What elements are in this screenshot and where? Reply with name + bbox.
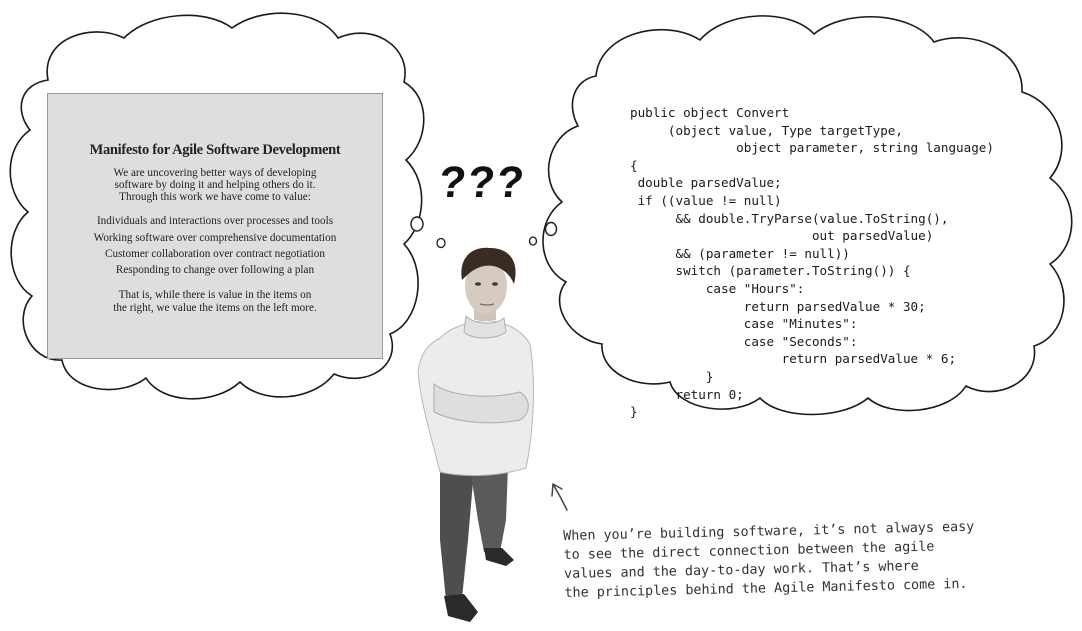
person-left-shoe (444, 594, 478, 622)
code-line: } (630, 368, 714, 384)
code-line: return 0; (630, 386, 744, 402)
code-line: out parsedValue) (630, 228, 934, 244)
manifesto-intro-line: Through this work we have come to value: (119, 191, 311, 203)
caption-line: to see the direct connection between the agile (563, 539, 935, 563)
code-line: && (parameter != null)) (630, 245, 850, 261)
code-block (630, 104, 994, 421)
code-line: switch (parameter.ToString()) { (630, 263, 911, 279)
manifesto-intro-line: software by doing it and helping others do it. (114, 179, 316, 191)
code-line: (object value, Type targetType, (630, 122, 903, 138)
manifesto-value-line: Responding to change over following a plan (115, 264, 315, 276)
code-line: return parsedValue * 30; (630, 298, 926, 314)
manifesto-closing-line: That is, while there is value in the items on (118, 289, 312, 301)
manifesto-intro-line: We are uncovering better ways of developing (113, 167, 317, 179)
person-right-shoe (484, 548, 514, 566)
annotation-arrow (552, 484, 567, 510)
code-line: case "Seconds": (630, 333, 858, 349)
person-left-leg (440, 468, 474, 600)
code-line: && double.TryParse(value.ToString(), (630, 210, 949, 226)
person-left-eye (475, 282, 481, 286)
code-line: return parsedValue * 6; (630, 351, 957, 367)
manifesto-value-line: Customer collaboration over contract negotiation (105, 248, 325, 260)
code-line: { (630, 157, 638, 173)
code-line: if ((value != null) (630, 192, 782, 208)
manifesto-value-line: Working software over comprehensive documentation (93, 232, 337, 244)
caption-line: When you’re building software, it’s not always easy (563, 519, 975, 544)
person-right-leg (470, 466, 508, 552)
manifesto-closing-line: the right, we value the items on the left more. (113, 302, 317, 314)
code-line: public object Convert (630, 105, 790, 120)
person-right-eye (492, 282, 498, 286)
code-line: case "Minutes": (630, 316, 858, 332)
manifesto-value-line: Individuals and interactions over processes and tools (96, 215, 334, 227)
handwritten-caption (563, 517, 1015, 603)
question-marks: ??? (436, 158, 529, 207)
code-line: double parsedValue; (630, 175, 782, 191)
caption-line: the principles behind the Agile Manifesto come in. (564, 576, 968, 601)
code-line: case "Hours": (630, 280, 805, 296)
code-line: object parameter, string language) (630, 140, 994, 156)
caption-line: values and the day-to-day work. That’s where (563, 558, 919, 582)
person (418, 248, 533, 622)
manifesto-card (47, 93, 383, 359)
manifesto-title: Manifesto for Agile Software Development (89, 142, 341, 158)
code-line: } (630, 404, 638, 420)
